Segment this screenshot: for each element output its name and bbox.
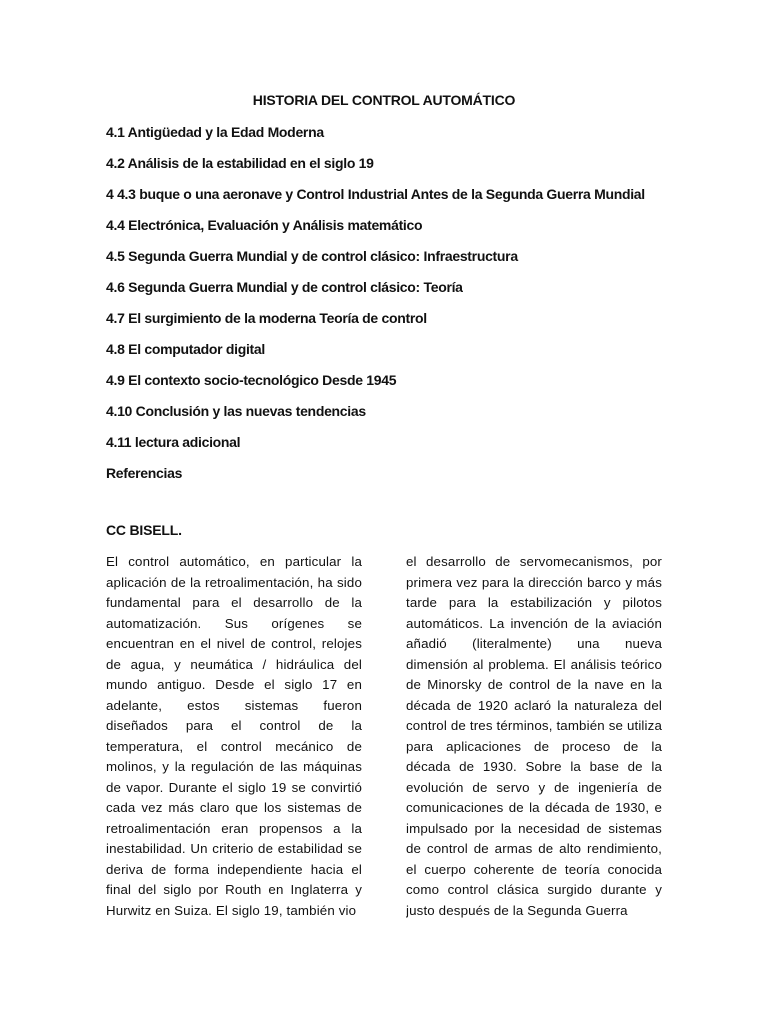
toc-item: 4.7 El surgimiento de la moderna Teoría de control [106,310,427,326]
toc-item: 4.8 El computador digital [106,341,265,357]
author-name: CC BISELL. [106,522,182,538]
toc-item: 4.10 Conclusión y las nuevas tendencias [106,403,366,419]
toc-item: 4.1 Antigüedad y la Edad Moderna [106,124,324,140]
toc-item: 4.2 Análisis de la estabilidad en el siglo 19 [106,155,374,171]
page-title: HISTORIA DEL CONTROL AUTOMÁTICO [252,92,516,108]
toc-item: 4.11 lectura adicional [106,434,241,450]
toc-item: 4.5 Segunda Guerra Mundial y de control clásico: Infraestructura [106,248,518,264]
toc-item: 4.6 Segunda Guerra Mundial y de control clásico: Teoría [106,279,463,295]
body-column-right: el desarrollo de servomecanismos, por primera vez para la dirección barco y más tarde para la estabilización y pilotos automáticos. La invención de la aviación añadió (literalmente) una nueva dimensión al problema. El análisis teórico de Minorsky de control de la nave en la década de 1920 aclaró la naturaleza del control de tres términos, también se utiliza para aplicaciones de proceso de la década de 1930. Sobre la base de la evolución de servo y de ingeniería de comunicaciones de la década de 1930, e impulsado por la necesidad de sistemas de control de armas de alto rendimiento, el cuerpo coherente de teoría conocida como control clásica surgido durante y justo después de la Segunda Guerra [406,554,662,918]
toc-item: Referencias [106,465,183,481]
toc-item: 4.4 Electrónica, Evaluación y Análisis matemático [106,217,423,233]
toc-item: 4 4.3 buque o una aeronave y Control Industrial Antes de la Segunda Guerra Mundial [106,186,645,202]
table-of-contents [106,122,645,494]
body-column-left: El control automático, en particular la aplicación de la retroalimentación, ha sido fundamental para el desarrollo de la automatización. Sus orígenes se encuentran en el nivel de control, relojes de agua, y neumática / hidráulica del mundo antiguo. Desde el siglo 17 en adelante, estos sistemas fueron diseñados para el control de la temperatura, el control mecánico de molinos, y la regulación de las máquinas de vapor. Durante el siglo 19 se convirtió cada vez más claro que los sistemas de retroalimentación eran propensos a la inestabilidad. Un criterio de estabilidad se deriva de forma independiente hacia el final del siglo por Routh en Inglaterra y Hurwitz en Suiza. El siglo 19, también vio [106,554,362,918]
toc-item: 4.9 El contexto socio-tecnológico Desde 1945 [106,372,397,388]
